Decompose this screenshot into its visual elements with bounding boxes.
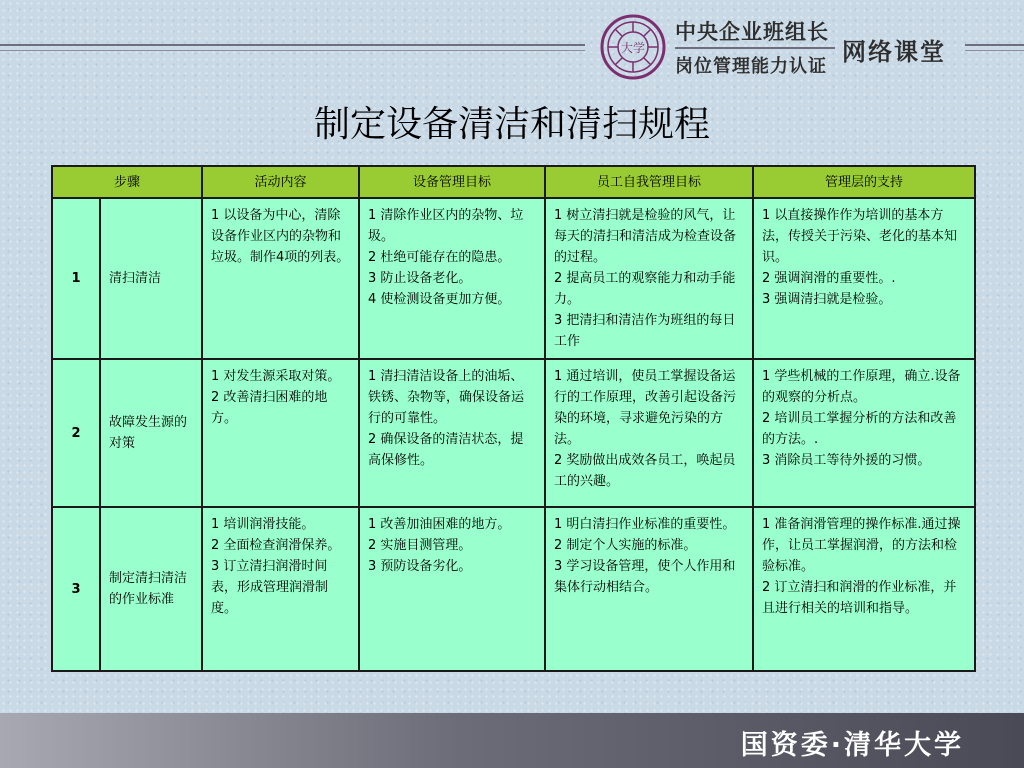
step-name: 故障发生源的对策 bbox=[100, 359, 202, 507]
cell-line: 3 强调清扫就是检验。 bbox=[762, 292, 892, 307]
brand-divider bbox=[675, 47, 835, 49]
cell-line: 3 学习设备管理，使个人作用和集体行动相结合。 bbox=[554, 559, 736, 595]
cell-line: 2 杜绝可能存在的隐患。 bbox=[368, 250, 511, 265]
header-equipment-goal: 设备管理目标 bbox=[359, 166, 545, 198]
university-logo-icon bbox=[600, 14, 666, 80]
footer-text: 国资委·清华大学 bbox=[740, 730, 964, 761]
activity-cell bbox=[202, 507, 359, 671]
header-management-support: 管理层的支持 bbox=[753, 166, 975, 198]
cell-line: 2 奖励做出成效各员工，唤起员工的兴趣。 bbox=[554, 453, 736, 489]
employee-goal-cell bbox=[545, 359, 753, 507]
page-title: 制定设备清洁和清扫规程 bbox=[313, 104, 710, 145]
cell-line: 1 准备润滑管理的操作标准.通过操作，让员工掌握润滑，的方法和检验标准。 bbox=[762, 517, 961, 574]
cell-line: 1 学些机械的工作原理，确立.设备的观察的分析点。 bbox=[762, 369, 961, 405]
equipment-goal-cell bbox=[359, 507, 545, 671]
activity-cell bbox=[202, 359, 359, 507]
management-support-cell bbox=[753, 198, 975, 359]
footer-bar bbox=[0, 713, 1024, 768]
brand-bottom: 岗位管理能力认证 bbox=[675, 56, 827, 77]
row-number: 1 bbox=[52, 198, 100, 359]
employee-goal-cell bbox=[545, 198, 753, 359]
cell-line: 2 强调润滑的重要性。. bbox=[762, 271, 896, 286]
step-name: 制定清扫清洁的作业标准 bbox=[100, 507, 202, 671]
management-support-cell bbox=[753, 359, 975, 507]
cell-line: 3 订立清扫润滑时间表，形成管理润滑制度。 bbox=[211, 559, 329, 616]
cell-line: 1 清扫清洁设备上的油垢、铁锈、杂物等，确保设备运行的可靠性。 bbox=[368, 369, 525, 426]
header bbox=[0, 0, 1024, 90]
cell-line: 2 提高员工的观察能力和动手能力。 bbox=[554, 271, 736, 307]
header-line-left bbox=[0, 44, 585, 51]
row-number: 2 bbox=[52, 359, 100, 507]
header-line-right bbox=[965, 44, 1024, 51]
brand-side: 网络课堂 bbox=[842, 38, 946, 66]
cell-line: 2 全面检查润滑保养。 bbox=[211, 538, 341, 553]
cell-line: 2 制定个人实施的标准。 bbox=[554, 538, 697, 553]
cell-line: 3 预防设备劣化。 bbox=[368, 559, 472, 574]
cell-line: 2 确保设备的清洁状态，提高保修性。 bbox=[368, 432, 524, 468]
cell-line: 1 对发生源采取对策。 bbox=[211, 369, 341, 384]
header-employee-goal: 员工自我管理目标 bbox=[545, 166, 753, 198]
cell-line: 1 清除作业区内的杂物、垃圾。 bbox=[368, 208, 524, 244]
equipment-goal-cell bbox=[359, 359, 545, 507]
table-row bbox=[52, 198, 975, 359]
cell-line: 1 以设备为中心，清除设备作业区内的杂物和垃圾。制作4项的列表。 bbox=[211, 208, 350, 265]
management-support-cell bbox=[753, 507, 975, 671]
table-header-row bbox=[52, 166, 975, 198]
cell-line: 1 改善加油困难的地方。 bbox=[368, 517, 511, 532]
brand-top: 中央企业班组长 bbox=[675, 20, 829, 44]
equipment-goal-cell bbox=[359, 198, 545, 359]
cell-line: 3 消除员工等待外援的习惯。 bbox=[762, 453, 931, 468]
cell-line: 2 订立清扫和润滑的作业标准，并且进行相关的培训和指导。 bbox=[762, 580, 957, 616]
cell-line: 1 培训润滑技能。 bbox=[211, 517, 315, 532]
cell-line: 1 以直接操作作为培训的基本方法，传授关于污染、老化的基本知识。 bbox=[762, 208, 958, 265]
table-row bbox=[52, 359, 975, 507]
activity-cell bbox=[202, 198, 359, 359]
row-number: 3 bbox=[52, 507, 100, 671]
cell-line: 3 把清扫和清洁作为班组的每日工作 bbox=[554, 313, 736, 349]
cell-line: 1 树立清扫就是检验的风气，让每天的清扫和清洁成为检查设备的过程。 bbox=[554, 208, 737, 265]
cell-line: 2 实施目测管理。 bbox=[368, 538, 472, 553]
procedure-table bbox=[51, 165, 974, 671]
cell-line: 1 通过培训，使员工掌握设备运行的工作原理，改善引起设备污染的环境，寻求避免污染的方法。 bbox=[554, 369, 737, 447]
header-activity: 活动内容 bbox=[202, 166, 359, 198]
table-row bbox=[52, 507, 975, 671]
employee-goal-cell bbox=[545, 507, 753, 671]
cell-line: 3 防止设备老化。 bbox=[368, 271, 472, 286]
cell-line: 4 使检测设备更加方便。 bbox=[368, 292, 511, 307]
cell-line: 2 培训员工掌握分析的方法和改善的方法。. bbox=[762, 411, 957, 447]
svg-text:大学: 大学 bbox=[620, 41, 646, 55]
cell-line: 2 改善清扫困难的地方。 bbox=[211, 390, 328, 426]
step-name: 清扫清洁 bbox=[100, 198, 202, 359]
header-step: 步骤 bbox=[52, 166, 202, 198]
cell-line: 1 明白清扫作业标准的重要性。 bbox=[554, 517, 736, 532]
